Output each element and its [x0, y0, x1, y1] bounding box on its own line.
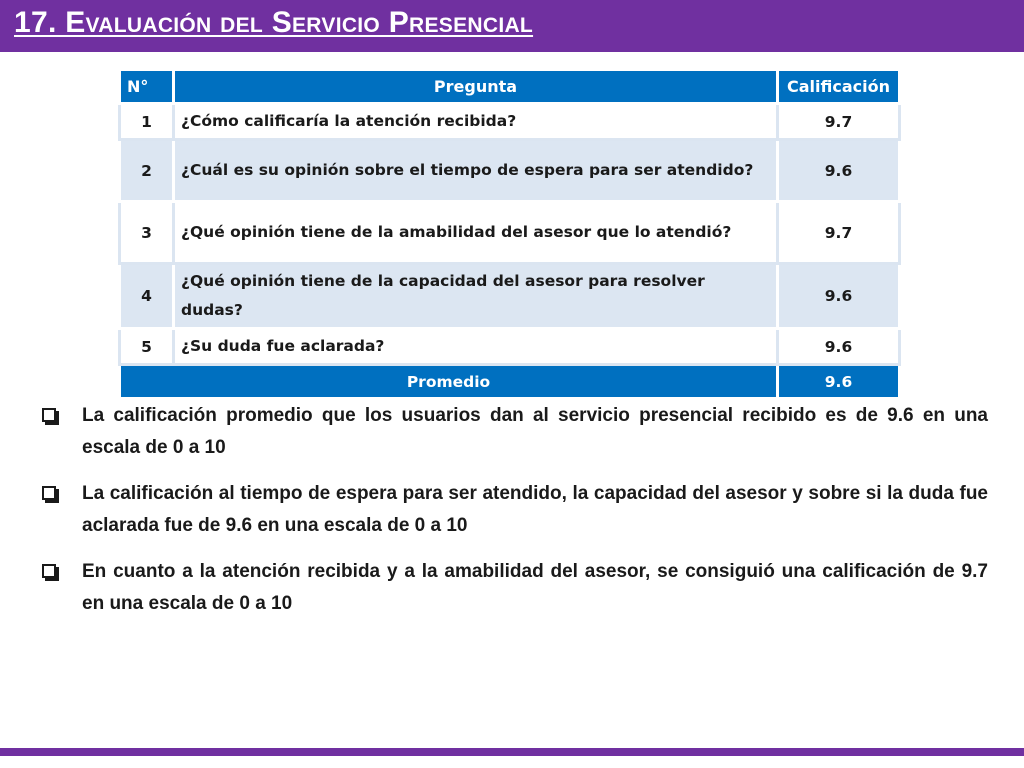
row-question: ¿Su duda fue aclarada?	[174, 329, 778, 365]
row-number: 2	[120, 140, 174, 202]
row-number: 4	[120, 264, 174, 329]
bullet-text: La calificación al tiempo de espera para ser atendido, la capacidad del asesor y sobre si la duda fue aclarada fue de 9.6 en una escala de 0 a 10	[82, 483, 988, 536]
checkbox-bullet-icon	[42, 564, 56, 578]
table-row	[120, 329, 900, 365]
list-item	[40, 556, 988, 620]
header-question: Pregunta	[174, 70, 778, 104]
bullet-text: La calificación promedio que los usuarios dan al servicio presencial recibido es de 9.6 en una escala de 0 a 10	[82, 405, 988, 458]
table-row	[120, 202, 900, 264]
row-number: 3	[120, 202, 174, 264]
slide-title: 17. Evaluación del Servicio Presencial	[14, 6, 534, 39]
title-bar	[0, 0, 1024, 52]
table-header-row	[120, 70, 900, 104]
row-number: 5	[120, 329, 174, 365]
bullet-list	[40, 400, 988, 634]
table-row	[120, 104, 900, 140]
list-item	[40, 478, 988, 542]
average-score: 9.6	[778, 365, 900, 399]
row-score: 9.7	[778, 202, 900, 264]
row-question: ¿Cómo calificaría la atención recibida?	[174, 104, 778, 140]
row-number: 1	[120, 104, 174, 140]
row-score: 9.6	[778, 329, 900, 365]
evaluation-table	[118, 68, 898, 400]
checkbox-bullet-icon	[42, 408, 56, 422]
row-score: 9.7	[778, 104, 900, 140]
average-row	[120, 365, 900, 399]
table-row	[120, 264, 900, 329]
footer-bar	[0, 748, 1024, 756]
header-score: Calificación	[778, 70, 900, 104]
bullet-text: En cuanto a la atención recibida y a la amabilidad del asesor, se consiguió una calificación de 9.7 en una escala de 0 a 10	[82, 561, 988, 614]
row-question: ¿Qué opinión tiene de la amabilidad del asesor que lo atendió?	[174, 202, 778, 264]
list-item	[40, 400, 988, 464]
header-number: N°	[120, 70, 174, 104]
row-question: ¿Cuál es su opinión sobre el tiempo de espera para ser atendido?	[174, 140, 778, 202]
row-question: ¿Qué opinión tiene de la capacidad del asesor para resolver dudas?	[174, 264, 778, 329]
average-label: Promedio	[120, 365, 778, 399]
row-score: 9.6	[778, 140, 900, 202]
table-row	[120, 140, 900, 202]
checkbox-bullet-icon	[42, 486, 56, 500]
row-score: 9.6	[778, 264, 900, 329]
